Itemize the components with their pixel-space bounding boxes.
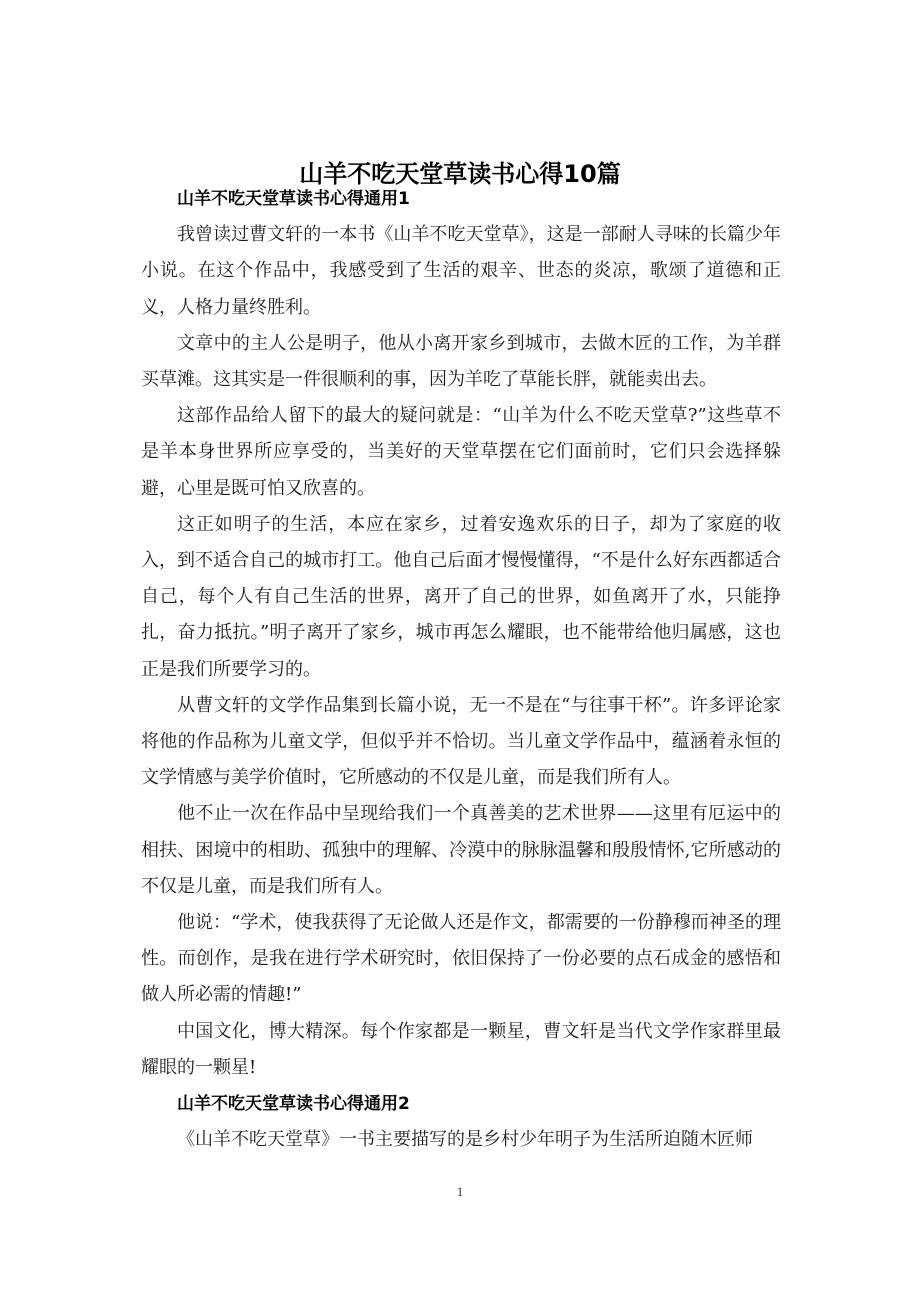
paragraph: 我曾读过曹文轩的一本书《山羊不吃天堂草》，这是一部耐人寻味的长篇少年小说。在这个作品中，我感受到了生活的艰辛、世态的炎凉，歌颂了道德和正义，人格力量终胜利。	[141, 224, 781, 318]
paragraph: 从曹文轩的文学作品集到长篇小说，无一不是在“与往事干杯”。许多评论家将他的作品称为儿童文学，但似乎并不恰切。当儿童文学作品中，蕴涵着永恒的文学情感与美学价值时，它所感动的不仅是儿童，而是我们所有人。	[141, 694, 781, 789]
document-body	[141, 181, 781, 1158]
paragraph: 中国文化，博大精深。每个作家都是一颗星，曹文轩是当代文学作家群里最耀眼的一颗星!	[141, 1020, 781, 1078]
paragraph: 《山羊不吃天堂草》一书主要描写的是乡村少年明子为生活所迫随木匠师	[177, 1129, 753, 1151]
paragraph: 这正如明子的生活，本应在家乡，过着安逸欢乐的日子，却为了家庭的收入，到不适合自己的城市打工。他自己后面才慢慢懂得，“不是什么好东西都适合自己，每个人有自己生活的世界，离开了自己的世界，如鱼离开了水，只能挣扎，奋力抵抗。”明子离开了家乡，城市再怎么耀眼，也不能带给他归属感，这也正是我们所要学习的。	[141, 513, 781, 680]
paragraph: 文章中的主人公是明子，他从小离开家乡到城市，去做木匠的工作，为羊群买草滩。这其实是一件很顺利的事，因为羊吃了草能长胖，就能卖出去。	[141, 332, 781, 391]
page-number: 1	[456, 1184, 464, 1199]
section-heading: 山羊不吃天堂草读书心得通用1	[177, 189, 410, 209]
document-title: 山羊不吃天堂草读书心得10篇	[299, 160, 621, 189]
section-heading: 山羊不吃天堂草读书心得通用2	[177, 1094, 410, 1115]
paragraph: 这部作品给人留下的最大的疑问就是：“山羊为什么不吃天堂草?”这些草不是羊本身世界所应享受的，当美好的天堂草摆在它们面前时，它们只会选择躲避，心里是既可怕又欣喜的。	[141, 405, 781, 499]
section-2	[141, 1086, 781, 1158]
paragraph: 他说：“学术，使我获得了无论做人还是作文，都需要的一份静穆而神圣的理性。而创作，是我在进行学术研究时，依旧保持了一份必要的点石成金的感悟和做人所必需的情趣!”	[141, 912, 781, 1006]
paragraph: 他不止一次在作品中呈现给我们一个真善美的艺术世界——这里有厄运中的相扶、困境中的相助、孤独中的理解、冷漠中的脉脉温馨和殷殷情怀,它所感动的不仅是儿童，而是我们所有人。	[141, 803, 781, 897]
section-1	[141, 181, 781, 1086]
